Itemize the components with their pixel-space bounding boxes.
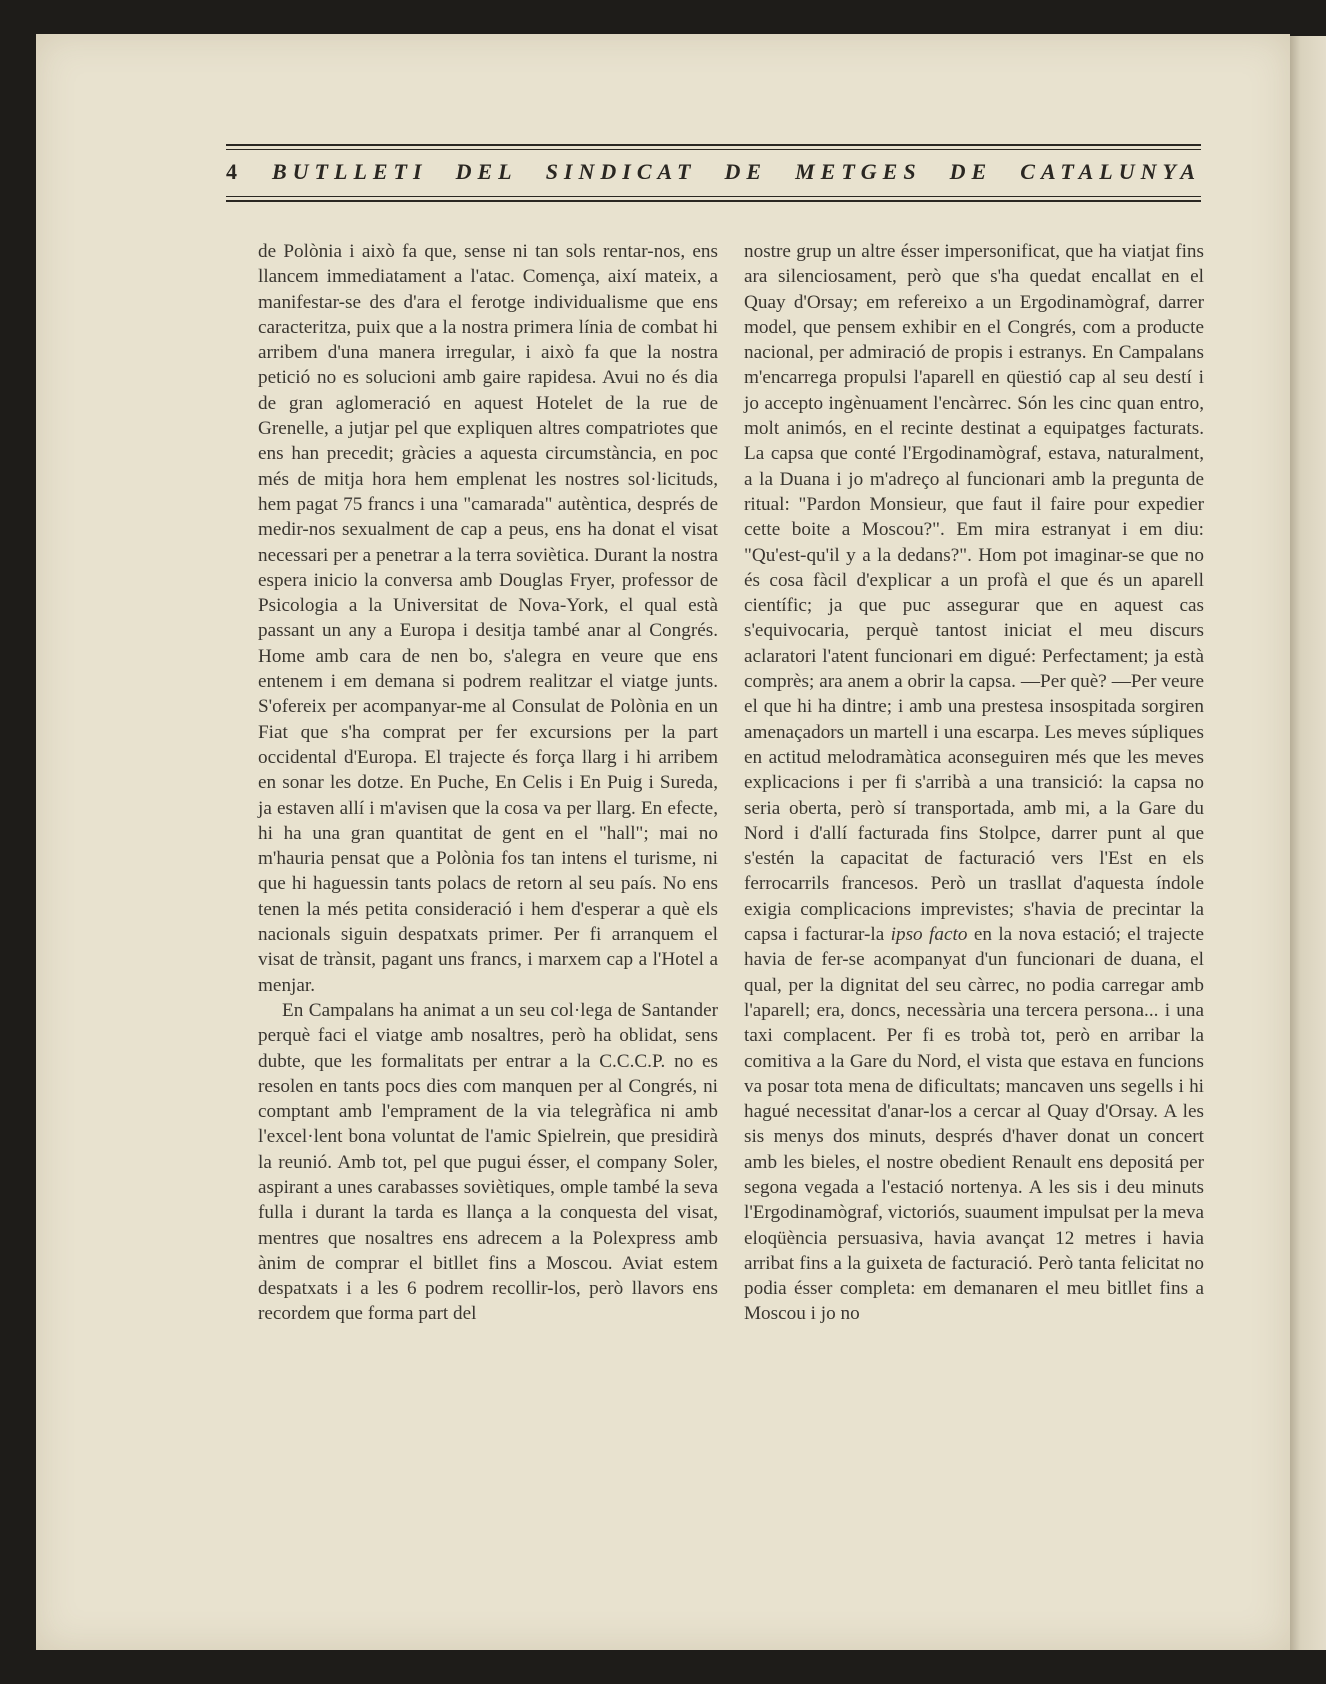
paragraph-text: en la nova estació; el trajecte havia de fer-se acompanyat d'un funcionari de duana, el qual, per la dignitat del seu càrrec, no podia carregar amb l'aparell; era, doncs, necessària una tercera persona... i una taxi complacent. Per fi es trobà tot, però en arribar la comitiva a la Gare du Nord, el vista que estava en funcions va posar tota mena de dificultats; mancaven uns segells i hi hagué necessitat d'anar-los a cercar al Quay d'Orsay. A les sis menys dos minuts, després d'haver donat un concert amb les bieles, el nostre obedient Renault ens depositá per segona vegada a l'estació nortenya. A les sis i deu minuts l'Ergodinamògraf, victoriós, suaument impulsat per la meva eloqüència persuasiva, havia avançat 12 metres i havia arribat fins a la guixeta de facturació. Però tanta felicitat no podia ésser completa: em demanaren el meu bitllet fins a Moscou i jo no: [744, 924, 1205, 1325]
left-column: [258, 239, 718, 1327]
title-word: DE: [949, 159, 993, 184]
page-number: 4: [226, 159, 237, 184]
paragraph: [744, 239, 1204, 1327]
right-column: [744, 239, 1204, 1327]
journal-title: [272, 159, 1201, 185]
header-rule-bottom-thin: [226, 196, 1201, 197]
title-word: CATALUNYA: [1020, 159, 1201, 184]
adjacent-page-edge: [1290, 36, 1326, 1650]
header-rule-top: [226, 144, 1201, 146]
header-rule-top-thin: [226, 149, 1201, 150]
paragraph-text: nostre grup un altre ésser impersonificat, que ha viatjat fins ara silenciosament, però que s'ha quedat encallat en el Quay d'Orsay; em refereixo a un Ergodinamògraf, darrer model, que pensem exhibir en el Congrés, com a producte nacional, per admiració de propis i estranys. En Campalans m'encarrega propulsi l'aparell en qüestió cap al seu destí i jo accepto ingènuament l'encàrrec. Són les cinc quan entro, molt animós, en el recinte destinat a equipatges facturats. La capsa que conté l'Ergodinamògraf, estava, naturalment, a la Duana i jo m'adreço al funcionari amb la pregunta de ritual: "Pardon Monsieur, que faut il faire pour expedier cette boite a Moscou?". Em mira estranyat i em diu: "Qu'est-qu'il y a la dedans?". Hom pot imaginar-se que no és cosa fàcil d'explicar a un profà el que és un aparell científic; ja que puc assegurar que en aquest cas s'equivocaria, perquè tantost iniciat el meu discurs aclaratori l'atent funcionari em digué: Perfectament; ja està comprès; ara anem a obrir la capsa. —Per què? —Per veure el que hi ha dintre; i amb una prestesa insospitada sorgiren amenaçadors un martell i una escarpa. Les meves súpliques en actitud melodramàtica aconseguiren més que les meves explicacions i per fi s'arribà a una transició: la capsa no seria oberta, però sí transportada, amb mi, a la Gare du Nord i d'allí facturada fins Stolpce, darrer punt al que s'estén la capacitat de facturació vers l'Est en els ferrocarrils francesos. Però un trasllat d'aquesta índole exigia complicacions imprevistes; s'havia de precintar la capsa i facturar-la: [744, 241, 1204, 946]
title-word: DE: [724, 159, 768, 184]
page: [36, 34, 1290, 1650]
title-word: BUTLLETI: [272, 159, 428, 184]
header-rule-bottom: [226, 200, 1201, 202]
title-word: SINDICAT: [545, 159, 697, 184]
title-word: METGES: [795, 159, 922, 184]
header-row: [226, 154, 1201, 190]
title-word: DEL: [455, 159, 518, 184]
paragraph: En Campalans ha animat a un seu col·lega de Santander perquè faci el viatge amb nosaltres, però ha oblidat, sens dubte, que les formalitats per entrar a la C.C.C.P. no es resolen en tants pocs dies com manquen per al Congrés, ni comptant amb l'emprament de la via telegràfica ni amb l'excel·lent bona voluntat de l'amic Spielrein, que presidirà la reunió. Amb tot, pel que pugui ésser, el company Soler, aspirant a unes carabasses soviètiques, omple també la seva fulla i durant la tarda es llança a la conquesta del visat, mentres que nosaltres ens adrecem a la Polexpress amb ànim de comprar el bitllet fins a Moscou. Aviat estem despatxats i a les 6 podrem recollir-los, però llavors ens recordem que forma part del: [258, 999, 718, 1325]
paragraph: de Polònia i això fa que, sense ni tan sols rentar-nos, ens llancem immediatament a l'atac. Comença, així mateix, a manifestar-se des d'ara el ferotge individualisme que ens caracteritza, puix que a la nostra primera línia de combat hi arribem d'una manera irregular, i això fa que la nostra petició no es solucioni amb gaire rapidesa. Avui no és dia de gran aglomeració en aquest Hotelet de la rue de Grenelle, a jutjar pel que expliquen altres compatriotes que ens han precedit; gràcies a aquesta circumstància, en poc més de mitja hora hem emplenat les nostres sol·licituds, hem pagat 75 francs i una "camarada" autèntica, després de medir-nos sexualment de cap a peus, ens ha donat el visat necessari per a penetrar a la terra soviètica. Durant la nostra espera inicio la conversa amb Douglas Fryer, professor de Psicologia a la Universitat de Nova-York, el qual està passant un any a Europa i desitja també anar al Congrés. Home amb cara de nen bo, s'alegra en veure que ens entenem i em demana si podrem realitzar el viatge junts. S'ofereix per acompanyar-me al Consulat de Polònia en un Fiat que s'ha comprat per fer excursions per la part occidental d'Europa. El trajecte és força llarg i hi arribem en sonar les dotze. En Puche, En Celis i En Puig i Sureda, ja estaven allí i m'avisen que la cosa va per llarg. En efecte, hi ha una gran quantitat de gent en el "hall"; mai no m'hauria pensat que a Polònia fos tan intens el turisme, ni que hi haguessin tants polacs de retorn al seu país. No ens tenen la més petita consideració i hem d'esperar a què els nacionals siguin despatxats primer. Per fi arranquem el visat de trànsit, pagant uns francs, i marxem cap a l'Hotel a menjar.: [258, 241, 718, 996]
italic-phrase: ipso facto: [890, 924, 968, 946]
